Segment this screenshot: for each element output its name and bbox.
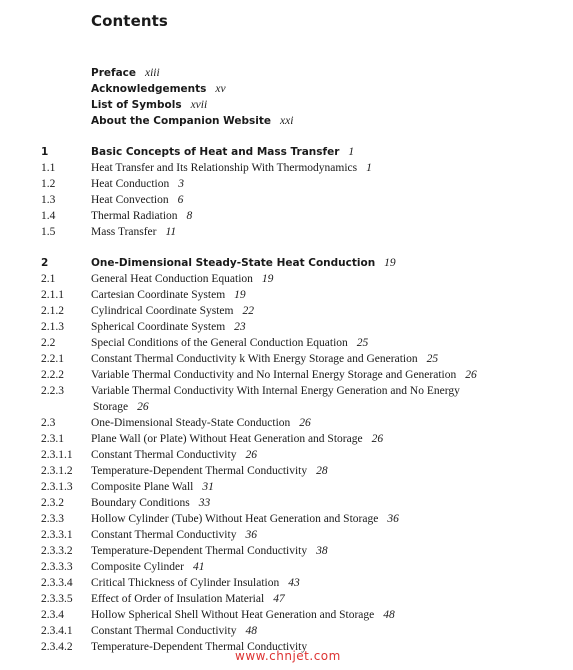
section-title-line [91, 351, 438, 367]
page-number: 3 [178, 178, 184, 190]
section-title-line [91, 335, 368, 351]
toc-entry [0, 367, 573, 383]
toc-entry [0, 559, 573, 575]
page-number: 22 [242, 305, 254, 317]
section-number: 1.1 [41, 162, 56, 174]
page-number: 41 [192, 561, 205, 573]
section-title-line [91, 607, 395, 623]
toc-entry [0, 351, 573, 367]
toc-entry [0, 511, 573, 527]
watermark: www.chnjet.com [235, 649, 341, 663]
toc-entry-continuation [0, 399, 573, 415]
toc-entry [0, 607, 573, 623]
toc-entry [0, 383, 573, 399]
toc-entry [0, 543, 573, 559]
page-number: xxi [280, 115, 294, 127]
page-number: 38 [316, 545, 328, 557]
section-title-line [91, 224, 176, 240]
toc-entry [0, 479, 573, 495]
section-number: 2.3.2 [41, 497, 64, 509]
section-title: Constant Thermal Conductivity [91, 529, 237, 541]
page-number: 47 [273, 593, 285, 605]
toc-entry [0, 415, 573, 431]
section-number: 2.3.1.3 [41, 481, 73, 493]
section-title-line [91, 271, 273, 287]
toc-entry [0, 160, 573, 176]
section-title: Cylindrical Coordinate System [91, 305, 234, 317]
front-matter-item [91, 113, 293, 129]
section-title: Spherical Coordinate System [91, 321, 226, 333]
page-number: 19 [234, 289, 246, 301]
toc-entry [0, 623, 573, 639]
section-number: 2.3.3.1 [41, 529, 73, 541]
section-number: 2.2.1 [41, 353, 64, 365]
section-title-continuation: Storage [93, 401, 129, 413]
chapter-heading [0, 144, 573, 160]
section-number: 2.3.3 [41, 513, 64, 525]
page-number: 43 [288, 577, 300, 589]
toc-entry [0, 192, 573, 208]
page-number: 26 [299, 417, 311, 429]
toc-entry [0, 287, 573, 303]
section-title: Critical Thickness of Cylinder Insulation [91, 577, 280, 589]
chapter-title: Basic Concepts of Heat and Mass Transfer [91, 146, 340, 158]
section-title: Composite Plane Wall [91, 481, 194, 493]
page-number: 1 [366, 162, 372, 174]
toc-entry [0, 463, 573, 479]
section-title-line [91, 383, 460, 399]
page-number: 26 [465, 369, 477, 381]
section-title: Constant Thermal Conductivity k With Energy Storage and Generation [91, 353, 418, 365]
table-of-contents [0, 144, 573, 655]
toc-entry [0, 431, 573, 447]
page-number: 26 [137, 401, 149, 413]
page-number: 8 [186, 210, 193, 222]
section-title-line [91, 543, 328, 559]
toc-entry [0, 303, 573, 319]
section-title-line [91, 447, 257, 463]
front-matter-item [91, 65, 293, 81]
section-title-line [91, 511, 399, 527]
section-title: Temperature-Dependent Thermal Conductivity [91, 465, 308, 477]
toc-entry [0, 208, 573, 224]
section-title-line [91, 160, 372, 176]
page-number: 1 [348, 146, 355, 158]
chapter-title-line [91, 144, 354, 160]
section-title-line [91, 319, 246, 335]
section-number: 2.3 [41, 417, 56, 429]
section-title-line [91, 527, 257, 543]
toc-entry [0, 319, 573, 335]
section-title-line [91, 192, 183, 208]
page-number: 33 [198, 497, 211, 509]
section-title-line [91, 495, 210, 511]
chapter-heading [0, 255, 573, 271]
section-title: Hollow Cylinder (Tube) Without Heat Generation and Storage [91, 513, 379, 525]
section-title: Temperature-Dependent Thermal Conductivity [91, 641, 308, 653]
section-number: 2.2.2 [41, 369, 64, 381]
toc-entry [0, 224, 573, 240]
section-title: Heat Transfer and Its Relationship With Thermodynamics [91, 162, 358, 174]
section-number: 1.5 [41, 226, 56, 238]
section-title: Variable Thermal Conductivity and No Internal Energy Storage and Generation [91, 369, 457, 381]
page-number: 11 [165, 226, 177, 238]
page-number: 28 [316, 465, 328, 477]
toc-entry [0, 575, 573, 591]
toc-entry [0, 335, 573, 351]
section-number: 1.2 [41, 178, 56, 190]
section-title: Composite Cylinder [91, 561, 184, 573]
section-number: 2.3.4.2 [41, 641, 73, 653]
section-number: 2.2 [41, 337, 56, 349]
page-number: 6 [177, 194, 184, 206]
toc-entry [0, 591, 573, 607]
section-number: 2.3.1.2 [41, 465, 73, 477]
section-title-line [93, 399, 149, 415]
page-number: xvii [190, 99, 208, 111]
section-title-line [91, 431, 383, 447]
section-number: 2.3.4.1 [41, 625, 73, 637]
section-title-line [91, 176, 184, 192]
section-number: 1.4 [41, 210, 56, 222]
section-title: Effect of Order of Insulation Material [91, 593, 265, 605]
front-matter-item [91, 81, 293, 97]
section-number: 2.3.4 [41, 609, 64, 621]
section-number: 2.1 [41, 273, 56, 285]
chapter-1 [0, 144, 573, 240]
front-matter-item [91, 97, 293, 113]
page-number: 36 [245, 529, 257, 541]
page-number: 25 [356, 337, 369, 349]
section-number: 2.3.3.3 [41, 561, 73, 573]
section-title: Constant Thermal Conductivity [91, 449, 237, 461]
front-matter-list [91, 65, 293, 129]
section-title: Temperature-Dependent Thermal Conductivity [91, 545, 308, 557]
front-matter-label: Acknowledgements [91, 83, 207, 95]
section-title: Thermal Radiation [91, 210, 178, 222]
page-number: xv [215, 83, 226, 95]
section-title-line [91, 367, 477, 383]
section-title: Heat Conduction [91, 178, 170, 190]
section-number: 2.3.3.2 [41, 545, 73, 557]
section-title-line [91, 623, 257, 639]
section-title-line [91, 591, 285, 607]
section-title: General Heat Conduction Equation [91, 273, 253, 285]
section-number: 1.3 [41, 194, 56, 206]
chapter-2 [0, 255, 573, 655]
front-matter-label: Preface [91, 67, 136, 79]
page-number: 26 [245, 449, 257, 461]
front-matter-label: About the Companion Website [91, 115, 271, 127]
page-title: Contents [91, 12, 168, 30]
page-number: 48 [245, 625, 257, 637]
toc-entry [0, 447, 573, 463]
section-number: 2.1.1 [41, 289, 64, 301]
section-title-line [91, 463, 328, 479]
section-title: Cartesian Coordinate System [91, 289, 226, 301]
page-number: 48 [383, 609, 395, 621]
chapter-number: 2 [41, 257, 49, 269]
section-title: Special Conditions of the General Conduction Equation [91, 337, 348, 349]
page-number: 31 [202, 481, 214, 493]
section-title-line [91, 208, 192, 224]
chapter-title: One-Dimensional Steady-State Heat Conduction [91, 257, 376, 269]
section-title-line [91, 559, 204, 575]
section-title: Plane Wall (or Plate) Without Heat Generation and Storage [91, 433, 363, 445]
section-number: 2.2.3 [41, 385, 64, 397]
section-title: One-Dimensional Steady-State Conduction [91, 417, 291, 429]
section-number: 2.3.3.4 [41, 577, 73, 589]
section-number: 2.3.1 [41, 433, 64, 445]
section-number: 2.1.2 [41, 305, 64, 317]
page-number: 19 [261, 273, 274, 285]
section-title: Hollow Spherical Shell Without Heat Generation and Storage [91, 609, 375, 621]
section-title: Heat Convection [91, 194, 169, 206]
toc-entry [0, 527, 573, 543]
section-title: Boundary Conditions [91, 497, 190, 509]
page-number: 26 [371, 433, 384, 445]
toc-entry [0, 271, 573, 287]
chapter-title-line [91, 255, 396, 271]
section-number: 2.3.1.1 [41, 449, 73, 461]
section-title-line [91, 575, 300, 591]
chapter-number: 1 [41, 146, 49, 158]
section-title-line [91, 479, 214, 495]
toc-entry [0, 495, 573, 511]
page-number: 36 [387, 513, 399, 525]
front-matter-label: List of Symbols [91, 99, 182, 111]
section-number: 2.1.3 [41, 321, 64, 333]
page-number: 25 [426, 353, 439, 365]
section-title: Variable Thermal Conductivity With Internal Energy Generation and No Energy [91, 385, 460, 397]
section-title-line [91, 415, 311, 431]
section-title-line [91, 287, 246, 303]
page-number: 19 [384, 257, 396, 269]
section-title: Constant Thermal Conductivity [91, 625, 237, 637]
section-title: Mass Transfer [91, 226, 157, 238]
page-number: xiii [145, 67, 160, 79]
page-number: 23 [234, 321, 246, 333]
toc-entry [0, 176, 573, 192]
section-title-line [91, 303, 254, 319]
section-number: 2.3.3.5 [41, 593, 73, 605]
